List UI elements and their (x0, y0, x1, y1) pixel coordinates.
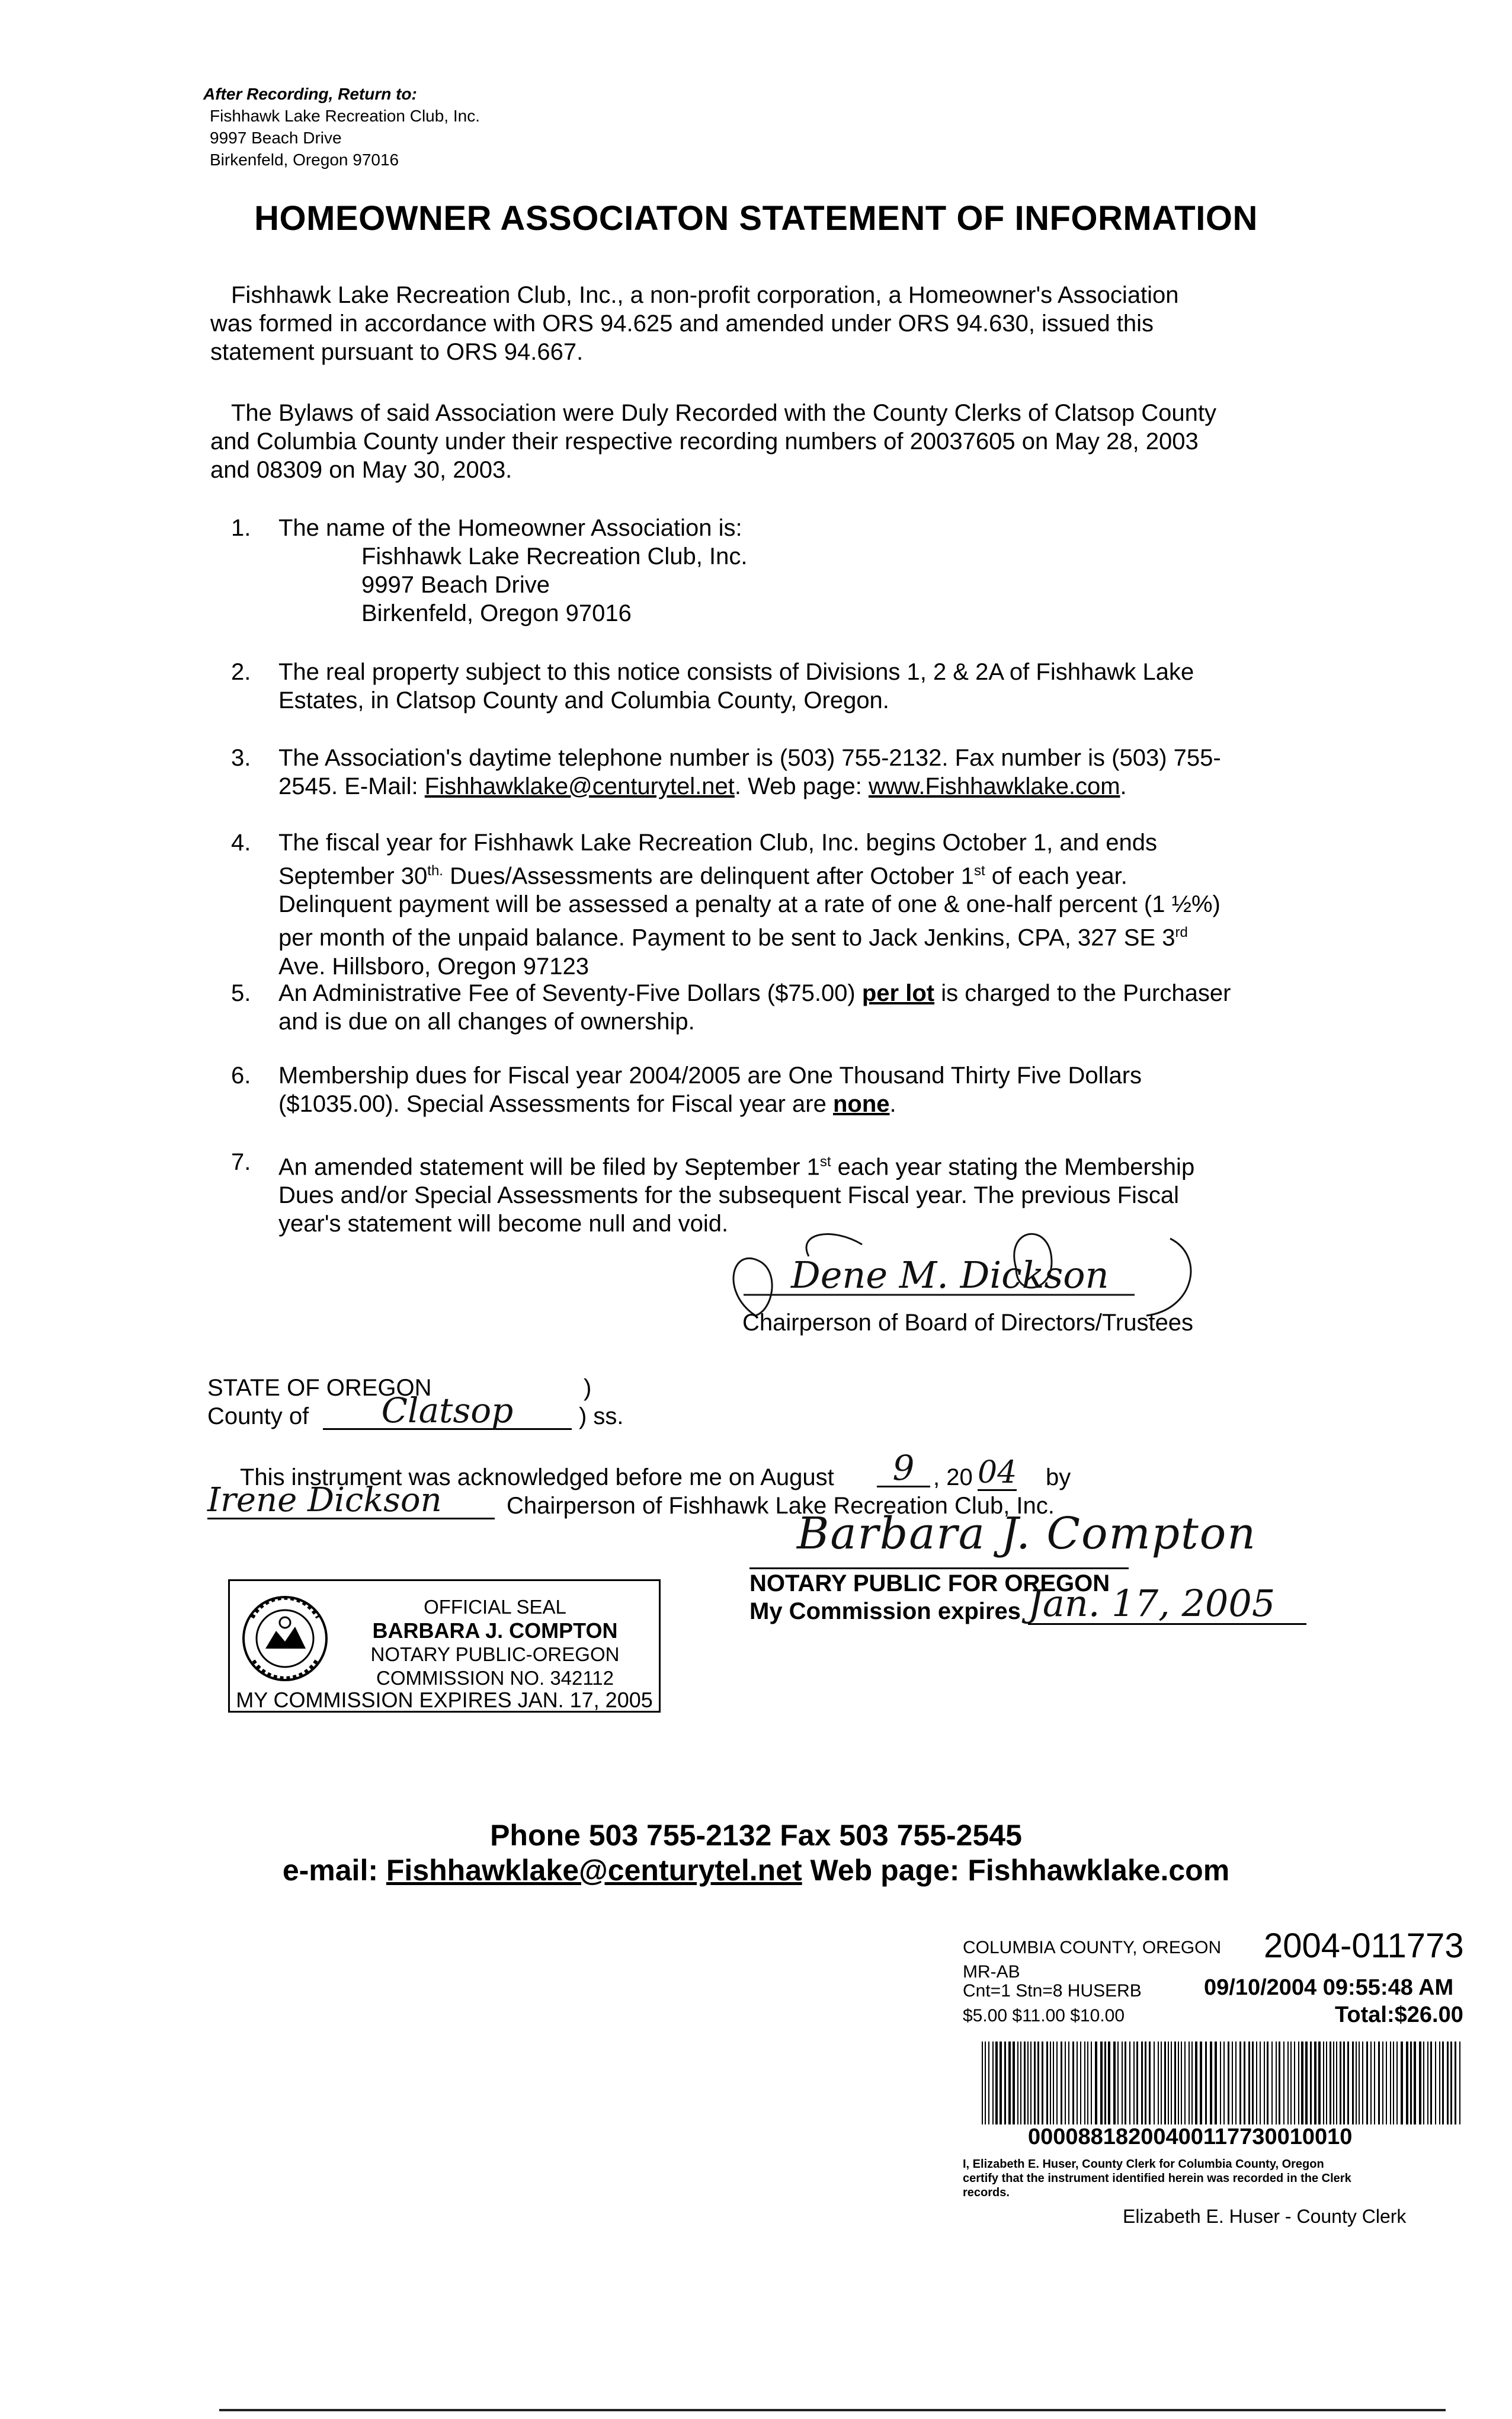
item-text: year's statement will become null and void. (278, 1211, 729, 1237)
barcode-bar (1020, 2042, 1021, 2124)
barcode-bar (1439, 2042, 1440, 2124)
item-text: Delinquent payment will be assessed a penalty at a rate of one & one-half percent (1 ½%) (278, 891, 1221, 918)
recording-stamp (963, 1923, 1484, 2246)
venue-block (207, 1374, 681, 1431)
text-span: e-mail: (282, 1854, 386, 1887)
oregon-state-seal-icon (241, 1594, 329, 1683)
barcode-bar (1133, 2042, 1135, 2124)
commission-expires-label: My Commission expires (749, 1598, 1021, 1624)
signer-role: Chairperson of Fishhawk Lake Recreation Club, Inc. (507, 1493, 1055, 1519)
barcode-bar (1053, 2042, 1054, 2124)
barcode-bar (1068, 2042, 1069, 2124)
text-span: Dues/Assessments are delinquent after October 1 (443, 863, 974, 889)
seal-line: NOTARY PUBLIC-OREGON (370, 1643, 620, 1665)
barcode-bar (1184, 2042, 1186, 2124)
barcode-bar (1290, 2042, 1292, 2124)
barcode-bar (1244, 2042, 1245, 2124)
barcode-bar (1396, 2042, 1398, 2124)
barcode-bar (982, 2042, 983, 2124)
barcode-bar (985, 2042, 986, 2124)
association-address-line: Birkenfeld, Oregon 97016 (361, 600, 632, 626)
barcode-number: 00008818200400117730010010 (1028, 2124, 1353, 2149)
barcode-bar (1164, 2042, 1166, 2124)
paragraph-line: and Columbia County under their respective recording numbers of 20037605 on May 28, 2003 (210, 428, 1199, 455)
barcode-bar (1347, 2042, 1349, 2124)
text-span: An amended statement will be filed by September 1 (278, 1154, 820, 1180)
return-to-block (203, 83, 480, 171)
superscript: th. (427, 863, 443, 879)
barcode-bar (992, 2042, 994, 2124)
item-number: 2. (231, 659, 251, 685)
notary-signature-line (749, 1567, 1129, 1569)
text-span: Web page: Fishhawklake.com (802, 1854, 1230, 1887)
barcode-bar (1352, 2042, 1354, 2124)
county-handwritten: Clatsop (323, 1393, 572, 1430)
item-text: Estates, in Clatsop County and Columbia County, Oregon. (278, 687, 889, 713)
barcode-bar (1406, 2042, 1408, 2124)
notary-handwritten-signature: Barbara J. Compton (797, 1508, 1257, 1559)
association-address-line: 9997 Beach Drive (361, 572, 550, 598)
barcode-bar (1301, 2042, 1303, 2124)
barcode-bar (1279, 2042, 1280, 2124)
barcode-bar (1271, 2042, 1273, 2124)
paragraph-line: statement pursuant to ORS 94.667. (210, 339, 584, 365)
barcode-bar (1390, 2042, 1391, 2124)
barcode-bar (1125, 2042, 1126, 2124)
barcode-bar (1318, 2042, 1321, 2124)
barcode-bar (1459, 2042, 1460, 2124)
item-text: Membership dues for Fiscal year 2004/2005 are One Thousand Thirty Five Dollars (278, 1063, 1142, 1089)
seal-line: COMMISSION NO. 342112 (376, 1667, 614, 1689)
barcode-bar (1450, 2042, 1452, 2124)
barcode-bar (1210, 2042, 1212, 2124)
text-span: . Web page: (734, 773, 869, 799)
barcode-bar (1455, 2042, 1456, 2124)
chair-signature-caption: Chairperson of Board of Directors/Trustees (742, 1310, 1194, 1336)
item-text (278, 979, 1321, 1007)
barcode-bar (1050, 2042, 1051, 2124)
ack-text: by (1046, 1464, 1071, 1490)
barcode-bar (1366, 2042, 1368, 2124)
item-number: 1. (231, 515, 251, 541)
barcode-bar (1267, 2042, 1268, 2124)
barcode-bar (1427, 2042, 1428, 2124)
barcode-bar (1362, 2042, 1363, 2124)
ack-day-handwritten: 9 (877, 1450, 930, 1487)
footer-email-web (0, 1853, 1512, 1887)
recording-total: Total:$26.00 (1335, 2002, 1463, 2027)
item-number: 6. (231, 1063, 251, 1089)
barcode-bar (1305, 2042, 1308, 2124)
text-span: . (1120, 773, 1127, 799)
barcode-bar (1095, 2042, 1097, 2124)
barcode-bar (1283, 2042, 1284, 2124)
recording-code: MR-AB (963, 1962, 1020, 1982)
barcode-bar (1200, 2042, 1202, 2124)
paragraph-line: and 08309 on May 30, 2003. (210, 457, 512, 483)
superscript: st (973, 863, 985, 879)
barcode-bar (1117, 2042, 1119, 2124)
barcode-bar (1077, 2042, 1078, 2124)
item-number: 4. (231, 830, 251, 856)
barcode-bar (1141, 2042, 1143, 2124)
item-text: Dues and/or Special Assessments for the subsequent Fiscal year. The previous Fiscal (278, 1182, 1180, 1209)
text-span: . (889, 1091, 896, 1117)
barcode-bar (1161, 2042, 1162, 2124)
barcode-bar (1256, 2042, 1257, 2124)
barcode-bar (1061, 2042, 1062, 2124)
barcode-bar (995, 2042, 998, 2124)
item-number: 5. (231, 980, 251, 1006)
barcode-bar (1108, 2042, 1110, 2124)
barcode-bar (1013, 2042, 1015, 2124)
barcode-bar (1024, 2042, 1026, 2124)
recording-station: Cnt=1 Stn=8 HUSERB (963, 1981, 1142, 2001)
barcode-bar (1104, 2042, 1106, 2124)
recording-datetime: 09/10/2004 09:55:48 AM (1204, 1975, 1454, 2000)
item-text: and is due on all changes of ownership. (278, 1009, 695, 1035)
barcode-bar (1447, 2042, 1449, 2124)
barcode-bar (1178, 2042, 1179, 2124)
county-clerk-name: Elizabeth E. Huser - County Clerk (1123, 2206, 1407, 2227)
signer-handwritten: Irene Dickson (207, 1483, 495, 1519)
barcode-bar (1419, 2042, 1421, 2124)
venue-paren: ) (584, 1375, 592, 1401)
item-text (278, 1148, 1321, 1181)
barcode-bar (1000, 2042, 1002, 2124)
barcode-bar (1189, 2042, 1190, 2124)
barcode-bar (1223, 2042, 1225, 2124)
barcode-bar (1401, 2042, 1403, 2124)
barcode-bar (1340, 2042, 1341, 2124)
barcode-bar (1158, 2042, 1159, 2124)
item-text: The name of the Homeowner Association is: (278, 515, 742, 541)
barcode-bar (1072, 2042, 1074, 2124)
barcode-bar (1084, 2042, 1085, 2124)
paragraph-line: was formed in accordance with ORS 94.625 and amended under ORS 94.630, issued this (210, 311, 1154, 337)
barcode-bar (1122, 2042, 1123, 2124)
barcode-bar (1205, 2042, 1207, 2124)
barcode-bar (1343, 2042, 1345, 2124)
barcode-bar (1410, 2042, 1412, 2124)
commission-expires-handwritten: Jan. 17, 2005 (1028, 1584, 1306, 1625)
certification-line: I, Elizabeth E. Huser, County Clerk for Columbia County, Oregon (963, 2158, 1324, 2171)
barcode-bar (1220, 2042, 1221, 2124)
barcode-bar (1168, 2042, 1169, 2124)
barcode-bar (1080, 2042, 1081, 2124)
barcode-bar (1382, 2042, 1383, 2124)
barcode-bar (1393, 2042, 1394, 2124)
association-address-line: Fishhawk Lake Recreation Club, Inc. (361, 543, 748, 569)
barcode-bar (1298, 2042, 1299, 2124)
barcode-bar (1386, 2042, 1387, 2124)
barcode-bar (1232, 2042, 1233, 2124)
barcode-bar (1276, 2042, 1277, 2124)
barcode-bar (1423, 2042, 1424, 2124)
footer-email-link[interactable]: Fishhawklake@centurytel.net (386, 1854, 802, 1887)
barcode-bar (1149, 2042, 1151, 2124)
barcode-bar (1336, 2042, 1337, 2124)
chair-signature-area (684, 1221, 1235, 1339)
ack-text: , 20 (933, 1464, 973, 1490)
web-link[interactable]: www.Fishhawklake.com (868, 773, 1120, 799)
barcode-bar (1252, 2042, 1254, 2124)
barcode-bar (1100, 2042, 1103, 2124)
item-number: 3. (231, 745, 251, 771)
email-link[interactable]: Fishhawklake@centurytel.net (424, 773, 735, 799)
barcode-bar (1087, 2042, 1088, 2124)
barcode-bar (1314, 2042, 1316, 2124)
barcode-bar (1287, 2042, 1289, 2124)
intro-paragraph-2 (210, 399, 1295, 484)
recording-county: COLUMBIA COUNTY, OREGON (963, 1938, 1222, 1957)
chair-handwritten-signature: Dene M. Dickson (791, 1253, 1109, 1297)
barcode-bar (1356, 2042, 1357, 2124)
ss-label: ) ss. (579, 1403, 624, 1429)
superscript: st (819, 1154, 831, 1170)
seal-line: MY COMMISSION EXPIRES JAN. 17, 2005 (236, 1688, 653, 1712)
return-to-line: Fishhawk Lake Recreation Club, Inc. (210, 107, 480, 125)
barcode-bar (1378, 2042, 1380, 2124)
text-span: ($1035.00). Special Assessments for Fiscal year are (278, 1091, 833, 1117)
intro-paragraph-1 (210, 281, 1295, 366)
item-text (278, 772, 1321, 801)
barcode-bar (1181, 2042, 1182, 2124)
paragraph-line: Fishhawk Lake Recreation Club, Inc., a non-profit corporation, a Homeowner's Association (231, 282, 1179, 308)
notary-block (749, 1508, 1318, 1704)
item-text: The fiscal year for Fishhawk Lake Recreation Club, Inc. begins October 1, and ends (278, 830, 1157, 856)
return-to-line: 9997 Beach Drive (210, 129, 342, 147)
item-text: Ave. Hillsboro, Oregon 97123 (278, 953, 590, 980)
barcode-bar (1056, 2042, 1058, 2124)
barcode-bar (1442, 2042, 1444, 2124)
barcode-bar (1136, 2042, 1138, 2124)
barcode-bar (988, 2042, 989, 2124)
text-span: September 30 (278, 863, 428, 889)
return-to-heading: After Recording, Return to: (203, 85, 417, 103)
barcode-bar (1091, 2042, 1092, 2124)
barcode-bar (1195, 2042, 1197, 2124)
text-span: each year stating the Membership (831, 1154, 1195, 1180)
barcode-bar (1171, 2042, 1172, 2124)
barcode-bar (1294, 2042, 1295, 2124)
barcode-bar (1042, 2042, 1043, 2124)
recording-number: 2004-011773 (1264, 1927, 1464, 1965)
text-span: of each year. (985, 863, 1127, 889)
barcode-bar (1260, 2042, 1261, 2124)
barcode-bar (1235, 2042, 1236, 2124)
barcode-bar (1008, 2042, 1011, 2124)
barcode-bar (1414, 2042, 1416, 2124)
barcode-bar (1228, 2042, 1229, 2124)
barcode-bar (1113, 2042, 1116, 2124)
county-of-label: County of (207, 1403, 309, 1429)
barcode-bar (1435, 2042, 1436, 2124)
barcode-bar (1239, 2042, 1241, 2124)
barcode-bar (1333, 2042, 1334, 2124)
text-span: is charged to the Purchaser (934, 980, 1231, 1006)
notary-title: NOTARY PUBLIC FOR OREGON (749, 1570, 1110, 1596)
barcode-bar (1264, 2042, 1265, 2124)
state-of-label: STATE OF OREGON (207, 1375, 432, 1401)
barcode-bar (1037, 2042, 1039, 2124)
barcode-bar (1430, 2042, 1432, 2124)
barcode-bar (1027, 2042, 1029, 2124)
barcode-bar (1145, 2042, 1146, 2124)
barcode-bar (1004, 2042, 1006, 2124)
clerk-certification (963, 2157, 1351, 2200)
barcode-bar (1191, 2042, 1193, 2124)
ack-year-handwritten: 04 (978, 1455, 1017, 1490)
barcode-icon (981, 2042, 1466, 2124)
item-text (278, 919, 1321, 952)
barcode-bar (1034, 2042, 1036, 2124)
barcode-bar (1374, 2042, 1375, 2124)
barcode-bar (1370, 2042, 1372, 2124)
barcode-bar (1248, 2042, 1250, 2124)
barcode-bar (1323, 2042, 1324, 2124)
barcode-bar (1326, 2042, 1327, 2124)
footer-phone-fax: Phone 503 755-2132 Fax 503 755-2545 (490, 1819, 1022, 1852)
barcode-bar (1030, 2042, 1032, 2124)
document-title: HOMEOWNER ASSOCIATON STATEMENT OF INFORMATION (254, 199, 1258, 238)
recording-fees: $5.00 $11.00 $10.00 (963, 2006, 1125, 2026)
item-text (278, 857, 1321, 890)
scan-edge-line (219, 2409, 1446, 2411)
ack-text: This instrument was acknowledged before me on August (240, 1464, 834, 1490)
text-span: per month of the unpaid balance. Payment to be sent to Jack Jenkins, CPA, 327 SE 3 (278, 924, 1175, 951)
barcode-bar (1359, 2042, 1360, 2124)
seal-notary-name: BARBARA J. COMPTON (372, 1618, 618, 1643)
barcode-bar (1154, 2042, 1155, 2124)
superscript: rd (1175, 924, 1188, 941)
certification-line: records. (963, 2186, 1010, 2199)
barcode-bar (1330, 2042, 1331, 2124)
item-text (278, 1090, 1321, 1118)
barcode-bar (1215, 2042, 1217, 2124)
item-number: 7. (231, 1149, 251, 1175)
item-text: The real property subject to this notice consists of Divisions 1, 2 & 2A of Fishhawk Lake (278, 659, 1194, 685)
text-span: 2545. E-Mail: (278, 773, 425, 799)
official-seal (228, 1579, 661, 1713)
barcode-bar (1310, 2042, 1312, 2124)
certification-line: certify that the instrument identified herein was recorded in the Clerk (963, 2172, 1351, 2185)
barcode-bar (1046, 2042, 1048, 2124)
item-text: The Association's daytime telephone number is (503) 755-2132. Fax number is (503) 755- (278, 745, 1221, 771)
barcode-bar (1174, 2042, 1176, 2124)
barcode-bar (1129, 2042, 1130, 2124)
text-span: An Administrative Fee of Seventy-Five Dollars ($75.00) (278, 980, 862, 1006)
paragraph-line: The Bylaws of said Association were Duly Recorded with the County Clerks of Clatsop County (231, 400, 1216, 426)
seal-line: OFFICIAL SEAL (424, 1596, 566, 1618)
return-to-line: Birkenfeld, Oregon 97016 (210, 151, 399, 169)
barcode-bar (1017, 2042, 1018, 2124)
per-lot-emphasis: per lot (861, 980, 935, 1006)
barcode-bar (1065, 2042, 1066, 2124)
none-emphasis: none (832, 1091, 890, 1117)
